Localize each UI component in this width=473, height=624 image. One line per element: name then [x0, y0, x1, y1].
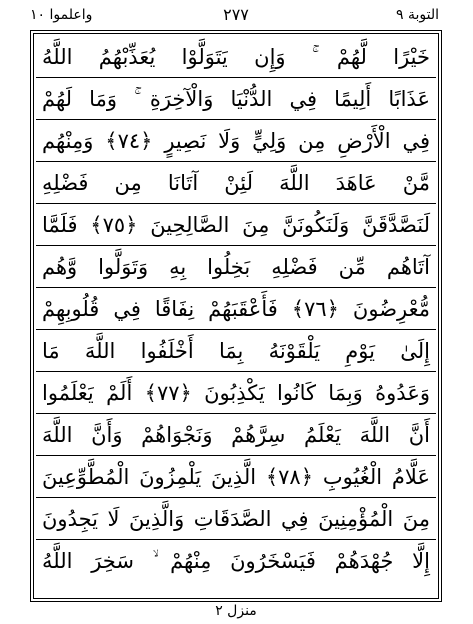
surah-name: التوبة ٩	[396, 7, 439, 23]
text-line-11: عَلَّامُ الْغُيُوبِ ﴿٧٨﴾ الَّذِينَ يَلْمِزُونَ الْمُطَّوِّعِينَ	[36, 456, 436, 498]
text-line-4: مَّنْ عَاهَدَ اللَّهَ لَئِنْ آتَانَا مِن فَضْلِهِ	[36, 162, 436, 204]
text-line-10: أَنَّ اللَّهَ يَعْلَمُ سِرَّهُمْ وَنَجْوَاهُمْ وَأَنَّ اللَّهَ	[36, 414, 436, 456]
text-line-5: لَنَصَّدَّقَنَّ وَلَنَكُونَنَّ مِنَ الصَّالِحِينَ ﴿٧٥﴾ فَلَمَّا	[36, 204, 436, 246]
text-lines	[36, 36, 436, 594]
text-line-1: خَيْرًا لَّهُمْ ۚ وَإِن يَتَوَلَّوْا يُعَذِّبْهُمُ اللَّهُ	[36, 36, 436, 78]
text-line-7: مُّعْرِضُونَ ﴿٧٦﴾ فَأَعْقَبَهُمْ نِفَاقًا فِي قُلُوبِهِمْ	[36, 288, 436, 330]
text-line-2: عَذَابًا أَلِيمًا فِي الدُّنْيَا وَالْآخِرَةِ ۚ وَمَا لَهُمْ	[36, 78, 436, 120]
text-line-13: إِلَّا جُهْدَهُمْ فَيَسْخَرُونَ مِنْهُمْ ۙ سَخِرَ اللَّهُ	[42, 549, 430, 573]
text-line-6: آتَاهُم مِّن فَضْلِهِ بَخِلُوا بِهِ وَتَوَلَّوا وَّهُم	[36, 246, 436, 288]
manzil-label: منزل ٢	[215, 603, 257, 619]
juz-name: واعلموا ١٠	[30, 7, 93, 23]
text-line-8: إِلَىٰ يَوْمِ يَلْقَوْنَهُ بِمَا أَخْلَفُوا اللَّهَ مَا	[36, 330, 436, 372]
text-line-9: وَعَدُوهُ وَبِمَا كَانُوا يَكْذِبُونَ ﴿٧٧﴾ أَلَمْ يَعْلَمُوا	[36, 372, 436, 414]
text-line-12: مِنَ الْمُؤْمِنِينَ فِي الصَّدَقَاتِ وَالَّذِينَ لَا يَجِدُونَ	[36, 498, 436, 540]
page-number: ٢٧٧	[223, 5, 249, 24]
text-line-3: فِي الْأَرْضِ مِن وَلِيٍّ وَلَا نَصِيرٍ ﴿٧٤﴾ وَمِنْهُم	[36, 120, 436, 162]
